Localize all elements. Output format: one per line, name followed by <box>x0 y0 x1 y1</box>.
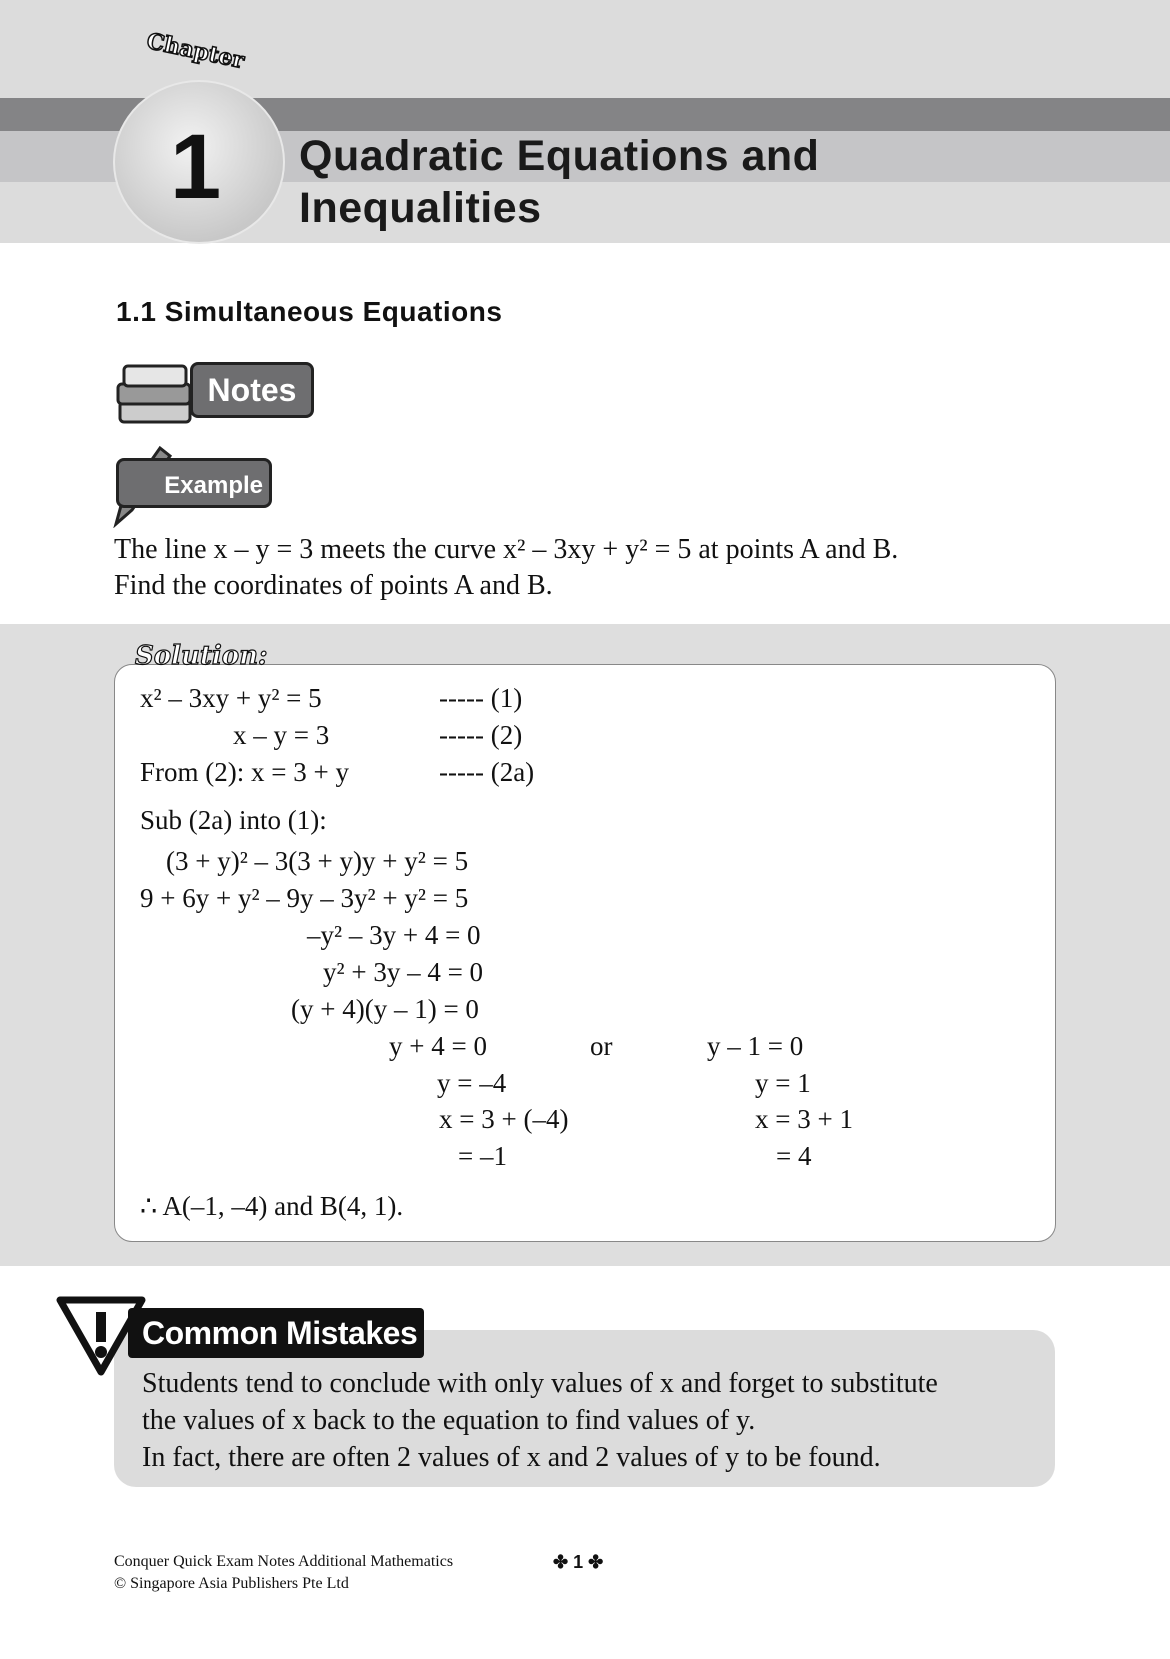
mistake-line: Students tend to conclude with only values of x and forget to substitute <box>142 1368 938 1399</box>
ornament-left-icon: ✤ <box>553 1552 574 1572</box>
notes-badge: Notes <box>190 362 314 418</box>
mistake-line: In fact, there are often 2 values of x and 2 values of y to be found. <box>142 1442 881 1473</box>
solution-line: y + 4 = 0 <box>389 1031 487 1061</box>
question-line2: Find the coordinates of points A and B. <box>114 570 553 601</box>
solution-line: 9 + 6y + y² – 9y – 3y² + y² = 5 <box>140 883 469 913</box>
solution-line: x² – 3xy + y² = 5 <box>140 683 322 713</box>
solution-line: x = 3 + 1 <box>755 1104 853 1134</box>
solution-line: y = –4 <box>437 1068 507 1098</box>
chapter-title-line2: Inequalities <box>299 184 542 232</box>
solution-line: y = 1 <box>755 1068 811 1098</box>
page-number-group <box>553 1552 603 1573</box>
chapter-title-line1: Quadratic Equations and <box>299 132 820 180</box>
page-number: 1 <box>573 1552 584 1572</box>
chapter-number: 1 <box>170 116 222 218</box>
solution-line: y² + 3y – 4 = 0 <box>323 957 484 987</box>
solution-line: (3 + y)² – 3(3 + y)y + y² = 5 <box>166 846 469 876</box>
section-heading: 1.1 Simultaneous Equations <box>116 296 503 327</box>
solution-or: or <box>590 1031 613 1061</box>
solution-label: Solution: <box>135 641 268 671</box>
mistake-line: the values of x back to the equation to find values of y. <box>142 1405 756 1436</box>
question-line1: The line x – y = 3 meets the curve x² – 3xy + y² = 5 at points A and B. <box>114 534 899 565</box>
footer-book-title: Conquer Quick Exam Notes Additional Mathematics <box>114 1553 454 1570</box>
solution-line: x – y = 3 <box>233 720 330 750</box>
common-mistakes-badge: Common Mistakes <box>128 1308 424 1358</box>
books-icon <box>116 362 196 426</box>
solution-line: From (2): x = 3 + y <box>140 757 349 787</box>
solution-line: = –1 <box>458 1141 507 1171</box>
solution-conclusion: ∴ A(–1, –4) and B(4, 1). <box>140 1191 404 1221</box>
solution-line: (y + 4)(y – 1) = 0 <box>291 994 479 1024</box>
solution-line: y – 1 = 0 <box>707 1031 804 1061</box>
solution-line: Sub (2a) into (1): <box>140 805 327 835</box>
footer-copyright: © Singapore Asia Publishers Pte Ltd <box>114 1575 349 1592</box>
equation-label: ----- (2) <box>439 720 523 750</box>
equation-label: ----- (2a) <box>439 757 535 787</box>
solution-line: x = 3 + (–4) <box>439 1104 569 1134</box>
example-badge: Example <box>116 458 272 508</box>
solution-line: = 4 <box>776 1141 812 1171</box>
solution-line: –y² – 3y + 4 = 0 <box>307 920 481 950</box>
ornament-right-icon: ✤ <box>583 1552 604 1572</box>
equation-label: ----- (1) <box>439 683 523 713</box>
chapter-word: Chapter <box>144 28 247 74</box>
